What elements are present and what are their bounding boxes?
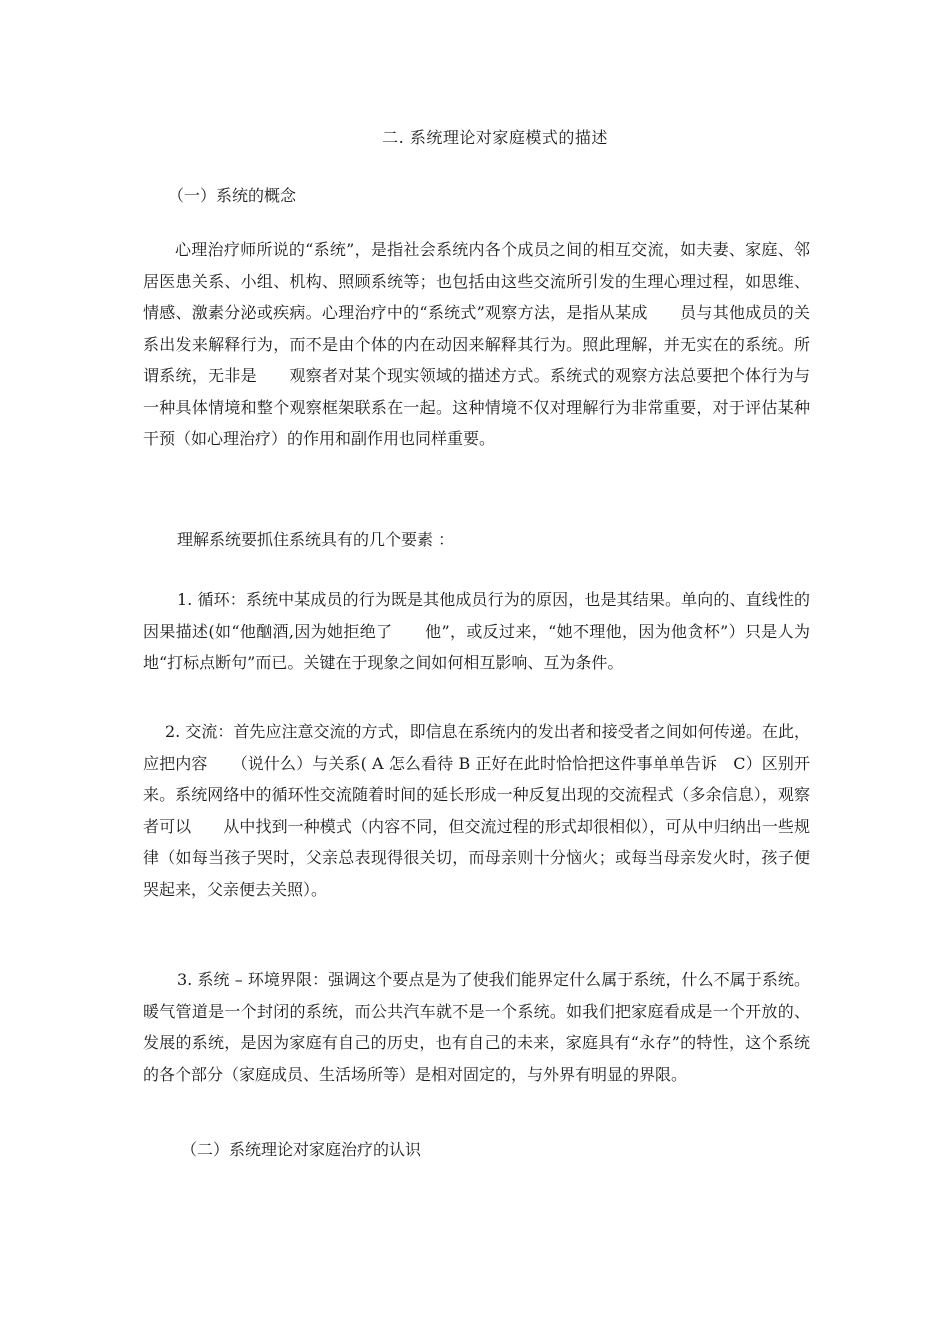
- section-heading-family-therapy: （二）系统理论对家庭治疗的认识: [181, 1140, 422, 1159]
- paragraph-elements-intro: 理解系统要抓住系统具有的几个要素 ：: [177, 530, 455, 549]
- section-heading-concept: （一）系统的概念: [168, 186, 297, 205]
- paragraph-circularity: 1. 循环：系统中某成员的行为既是其他成员行为的原因，也是其结果。单向的、直线性的因果描述(如“他酗酒,因为她拒绝了 他”，或反过来，“她不理他，因为他贪杯”）只是人为 地“打标点断句”而已。关键在于现象之间如何相互影响、互为条件。: [143, 590, 843, 672]
- paragraph-communication: 2. 交流：首先应注意交流的方式，即信息在系统内的发出者和接受者之间如何传递。在此，应把内容 （说什么）与关系( A 怎么看待 B 正好在此时恰恰把这件事单单告诉 C）区别开来。系统网络中的循环性交流随着时间的延长形成一种反复出现的交流程式（多余信息），观察 者可以 从中找到一种模式（内容不同，但交流过程的形式却很相似），可从中归纳出一些规律（如每当孩子哭时，父亲总表现得很关切，而母亲则十分恼火；或每当母亲发火时，孩子便哭起来，父亲便去关照）。: [143, 722, 843, 899]
- paragraph-system-boundary: 3. 系统 – 环境界限：强调这个要点是为了使我们能界定什么属于系统，什么不属于系统。暖气管道是一个封闭的系统，而公共汽车就不是一个系统。如我们把家庭看成是一个开放的、发展的系统，是因为家庭有自己的历史，也有自己的未来，家庭具有“永存”的特性，这个系统的各个部分（家庭成员、生活场所等）是相对固定的，与外界有明显的界限。: [143, 970, 810, 1084]
- document-title: 二. 系统理论对家庭模式的描述: [382, 128, 608, 147]
- paragraph-system-definition: 心理治疗师所说的“系统”，是指社会系统内各个成员之间的相互交流，如夫妻、家庭、邻居医患关系、小组、机构、照顾系统等；也包括由这些交流所引发的生理心理过程，如思维、情感、激素分泌或疾病。心理治疗中的“系统式”观察方法，是指从某成 员与其他成员的关系出发来解释行为，而不是由个体的内在动因来解释其行为。照此理解，并无实在的系统。所谓系统，无非是 观察者对某个现实领域的描述方式。系统式的观察方法总要把个体行为与一种具体情境和整个观察框架联系在一起。这种情境不仅对理解行为非常重要，对于评估某种干预（如心理治疗）的作用和副作用也同样重要。: [143, 240, 810, 448]
